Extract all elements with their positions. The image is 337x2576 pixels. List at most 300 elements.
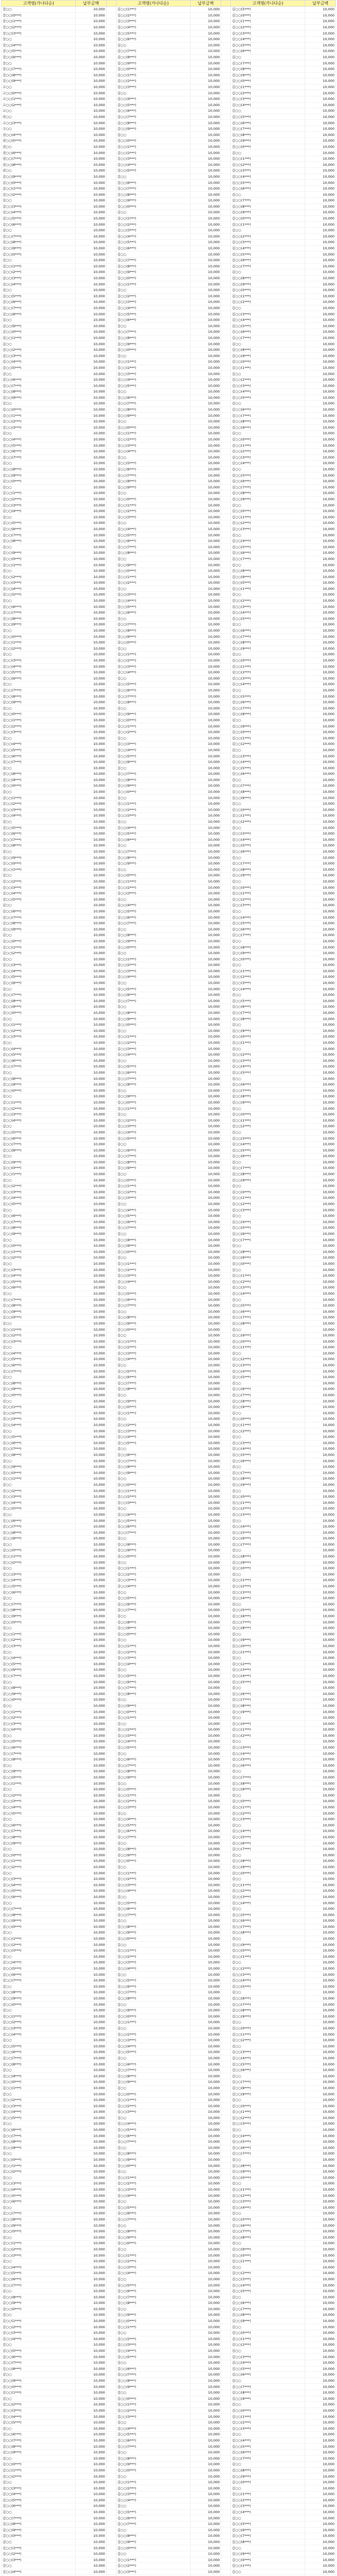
table-row bbox=[2, 1553, 336, 1560]
customer-name-cell: 김○○(8***) bbox=[231, 1398, 305, 1404]
table-row bbox=[2, 431, 336, 437]
customer-name-cell: 김○○(5***) bbox=[116, 753, 190, 759]
column-spacer bbox=[106, 281, 116, 287]
table-row bbox=[2, 1392, 336, 1398]
payment-amount-cell: 10,000 bbox=[305, 1679, 336, 1685]
table-row bbox=[2, 682, 336, 688]
table-row bbox=[2, 2414, 336, 2420]
table-row bbox=[2, 1643, 336, 1649]
payment-amount-cell: 10,000 bbox=[190, 711, 221, 718]
customer-name-cell: 김○○(4***) bbox=[116, 2270, 190, 2277]
table-row bbox=[2, 1810, 336, 1817]
column-spacer bbox=[221, 2151, 231, 2157]
payment-amount-cell: 10,000 bbox=[76, 431, 107, 437]
payment-amount-cell: 10,000 bbox=[305, 1106, 336, 1112]
table-row bbox=[2, 974, 336, 980]
customer-name-cell: 김○○(3***) bbox=[231, 1589, 305, 1596]
column-spacer bbox=[106, 2455, 116, 2462]
customer-name-cell: 김○○(6***) bbox=[231, 1918, 305, 1924]
payment-amount-cell: 10,000 bbox=[76, 60, 107, 66]
customer-name-cell: 김○○(4***) bbox=[116, 162, 190, 168]
table-row bbox=[2, 1947, 336, 1954]
payment-amount-cell: 10,000 bbox=[305, 628, 336, 634]
customer-name-cell: 김○○(5***) bbox=[231, 1452, 305, 1458]
customer-name-cell: 김○○(4***) bbox=[2, 890, 76, 896]
customer-name-cell: 김○○ bbox=[116, 1918, 190, 1924]
column-spacer bbox=[221, 138, 231, 144]
customer-name-cell: 김○○ bbox=[231, 1601, 305, 1607]
customer-name-cell: 김○○(4***) bbox=[231, 1673, 305, 1679]
table-row bbox=[2, 933, 336, 939]
payment-amount-cell: 10,000 bbox=[305, 1362, 336, 1368]
customer-name-cell: 김○○(2***) bbox=[2, 1028, 76, 1034]
payment-amount-cell: 10,000 bbox=[76, 765, 107, 771]
table-row bbox=[2, 2223, 336, 2229]
payment-amount-cell: 10,000 bbox=[76, 1954, 107, 1960]
payment-amount-cell: 10,000 bbox=[190, 269, 221, 276]
payment-amount-cell: 10,000 bbox=[305, 2205, 336, 2211]
column-spacer bbox=[221, 1781, 231, 1787]
table-row bbox=[2, 1518, 336, 1524]
customer-name-cell: 김○○(8***) bbox=[116, 2151, 190, 2157]
payment-amount-cell: 10,000 bbox=[190, 765, 221, 771]
payment-amount-cell: 10,000 bbox=[76, 2485, 107, 2492]
customer-name-cell: 김○○(5***) bbox=[116, 1673, 190, 1679]
customer-name-cell: 김○○ bbox=[2, 1261, 76, 1267]
payment-amount-cell: 10,000 bbox=[76, 2497, 107, 2503]
customer-name-cell: 김○○ bbox=[116, 1058, 190, 1064]
customer-name-cell: 김○○(7***) bbox=[2, 2282, 76, 2289]
customer-name-cell: 김○○(5***) bbox=[116, 604, 190, 610]
customer-name-cell: 김○○ bbox=[2, 986, 76, 992]
payment-amount-cell: 10,000 bbox=[76, 986, 107, 992]
customer-name-cell: 김○○(1***) bbox=[2, 2318, 76, 2324]
customer-name-cell: 김○○(1***) bbox=[231, 1500, 305, 1506]
payment-amount-cell: 10,000 bbox=[305, 783, 336, 789]
column-spacer bbox=[221, 150, 231, 156]
customer-name-cell: 강○○ bbox=[2, 36, 76, 42]
customer-name-cell: 김○○(5***) bbox=[231, 1756, 305, 1762]
column-spacer bbox=[106, 287, 116, 293]
column-spacer bbox=[221, 1416, 231, 1422]
payment-amount-cell: 10,000 bbox=[76, 1231, 107, 1237]
column-spacer bbox=[106, 108, 116, 114]
column-spacer bbox=[221, 2127, 231, 2133]
payment-amount-cell: 10,000 bbox=[76, 2408, 107, 2414]
payment-amount-cell: 10,000 bbox=[305, 526, 336, 532]
column-spacer bbox=[221, 2509, 231, 2515]
customer-name-cell: 김○○(3***) bbox=[116, 227, 190, 233]
column-spacer bbox=[221, 1476, 231, 1482]
customer-name-cell: 김○○(3***) bbox=[2, 1947, 76, 1954]
payment-amount-cell: 10,000 bbox=[305, 2462, 336, 2468]
payment-amount-cell: 10,000 bbox=[190, 1947, 221, 1954]
payment-amount-cell: 10,000 bbox=[190, 771, 221, 777]
payment-amount-cell: 10,000 bbox=[305, 1165, 336, 1172]
customer-name-cell: 김○○ bbox=[116, 735, 190, 741]
table-row bbox=[2, 1302, 336, 1309]
customer-name-cell: 김○○(5***) bbox=[231, 1530, 305, 1536]
column-spacer bbox=[106, 1834, 116, 1840]
payment-amount-cell: 10,000 bbox=[190, 102, 221, 108]
table-row bbox=[2, 1094, 336, 1100]
column-spacer bbox=[106, 418, 116, 425]
column-spacer bbox=[106, 1279, 116, 1285]
column-spacer bbox=[106, 2485, 116, 2492]
customer-name-cell: 김○○(5***) bbox=[2, 825, 76, 831]
payment-amount-cell: 10,000 bbox=[76, 2300, 107, 2307]
customer-name-cell: 김○○(4***) bbox=[116, 305, 190, 311]
column-spacer bbox=[106, 1679, 116, 1685]
payment-amount-cell: 10,000 bbox=[305, 2449, 336, 2455]
payment-amount-cell: 10,000 bbox=[305, 1733, 336, 1739]
column-spacer bbox=[106, 1159, 116, 1165]
payment-amount-cell: 10,000 bbox=[190, 120, 221, 126]
column-spacer bbox=[221, 431, 231, 437]
payment-amount-cell: 10,000 bbox=[76, 1930, 107, 1936]
payment-amount-cell: 10,000 bbox=[305, 1237, 336, 1243]
column-spacer bbox=[106, 275, 116, 281]
table-row bbox=[2, 598, 336, 604]
table-row bbox=[2, 233, 336, 240]
table-row bbox=[2, 2234, 336, 2241]
payment-amount-cell: 10,000 bbox=[76, 1046, 107, 1052]
customer-name-cell: 김○○(0***) bbox=[231, 2175, 305, 2181]
payment-amount-cell: 10,000 bbox=[76, 7, 107, 13]
column-spacer bbox=[221, 1697, 231, 1703]
column-spacer bbox=[106, 562, 116, 568]
payment-amount-cell: 10,000 bbox=[76, 192, 107, 198]
column-spacer bbox=[106, 1398, 116, 1404]
column-spacer bbox=[106, 1386, 116, 1393]
payment-amount-cell: 10,000 bbox=[76, 30, 107, 37]
customer-name-cell: 김○○ bbox=[116, 1536, 190, 1542]
customer-name-cell: 김○○(0***) bbox=[231, 1261, 305, 1267]
customer-name-cell: 김○○ bbox=[2, 1320, 76, 1327]
customer-name-cell: 김○○(6***) bbox=[2, 2276, 76, 2282]
payment-amount-cell: 10,000 bbox=[190, 448, 221, 454]
customer-name-cell: 김○○(8***) bbox=[2, 466, 76, 472]
table-row bbox=[2, 514, 336, 520]
column-spacer bbox=[106, 1302, 116, 1309]
payment-amount-cell: 10,000 bbox=[305, 1410, 336, 1416]
column-spacer bbox=[106, 1571, 116, 1578]
payment-amount-cell: 10,000 bbox=[76, 2151, 107, 2157]
customer-name-cell: 김○○ bbox=[116, 2025, 190, 2031]
payment-amount-cell: 10,000 bbox=[305, 359, 336, 365]
customer-name-cell: 김○○(8***) bbox=[2, 1147, 76, 1154]
customer-name-cell: 김○○(2***) bbox=[116, 1799, 190, 1805]
customer-name-cell: 김○○(7***) bbox=[231, 1088, 305, 1094]
customer-name-cell: 김○○(2***) bbox=[2, 1488, 76, 1494]
payment-amount-cell: 10,000 bbox=[190, 1679, 221, 1685]
customer-name-cell: 김○○(5***) bbox=[2, 2419, 76, 2426]
payment-amount-cell: 10,000 bbox=[76, 944, 107, 951]
customer-name-cell: 김○○(0***) bbox=[231, 508, 305, 514]
column-spacer bbox=[106, 1177, 116, 1183]
payment-amount-cell: 10,000 bbox=[190, 1673, 221, 1679]
payment-amount-cell: 10,000 bbox=[76, 2234, 107, 2241]
payment-amount-cell: 10,000 bbox=[305, 1792, 336, 1799]
table-row bbox=[2, 365, 336, 371]
customer-name-cell: 고○○ bbox=[2, 84, 76, 90]
payment-amount-cell: 10,000 bbox=[76, 1912, 107, 1918]
payment-amount-cell: 10,000 bbox=[76, 550, 107, 556]
table-row bbox=[2, 1900, 336, 1906]
customer-name-cell: 김○○(7***) bbox=[231, 413, 305, 419]
column-spacer bbox=[221, 1070, 231, 1076]
payment-amount-cell: 10,000 bbox=[305, 2492, 336, 2498]
payment-amount-cell: 10,000 bbox=[305, 66, 336, 72]
customer-name-cell: 김○○ bbox=[231, 2127, 305, 2133]
column-spacer bbox=[221, 30, 231, 37]
customer-name-cell: 김○○ bbox=[2, 2091, 76, 2097]
customer-name-cell: 김○○(6***) bbox=[116, 1374, 190, 1380]
customer-name-cell: 김○○ bbox=[116, 2473, 190, 2480]
column-spacer bbox=[106, 227, 116, 233]
customer-name-cell: 김○○(3***) bbox=[2, 2557, 76, 2563]
column-spacer bbox=[106, 2157, 116, 2163]
payment-amount-cell: 10,000 bbox=[76, 1906, 107, 1912]
customer-name-cell: 김○○(6***) bbox=[231, 1613, 305, 1619]
column-spacer bbox=[221, 2527, 231, 2533]
payment-amount-cell: 10,000 bbox=[76, 1876, 107, 1882]
payment-amount-cell: 10,000 bbox=[190, 1810, 221, 1817]
payment-amount-cell: 10,000 bbox=[305, 544, 336, 550]
customer-name-cell: 김○○(6***) bbox=[116, 2366, 190, 2372]
payment-amount-cell: 10,000 bbox=[76, 2091, 107, 2097]
customer-name-cell: 김○○(0***) bbox=[231, 2330, 305, 2336]
column-spacer bbox=[106, 215, 116, 222]
customer-name-cell: 김○○(2***) bbox=[2, 347, 76, 353]
table-row bbox=[2, 1291, 336, 1297]
customer-name-cell: 김○○(0***) bbox=[231, 2252, 305, 2259]
table-row bbox=[2, 30, 336, 37]
customer-name-cell: 김○○(3***) bbox=[231, 311, 305, 317]
column-spacer bbox=[106, 735, 116, 741]
column-spacer bbox=[221, 54, 231, 60]
payment-amount-cell: 10,000 bbox=[305, 1846, 336, 1852]
table-row bbox=[2, 1799, 336, 1805]
table-row bbox=[2, 1977, 336, 1984]
customer-name-cell: 김○○(8***) bbox=[116, 2533, 190, 2539]
payment-amount-cell: 10,000 bbox=[190, 1530, 221, 1536]
customer-name-cell: 김○○(1***) bbox=[231, 1727, 305, 1733]
payment-amount-cell: 10,000 bbox=[76, 359, 107, 365]
column-spacer bbox=[106, 843, 116, 849]
table-row bbox=[2, 2151, 336, 2157]
customer-name-cell: 김○○ bbox=[231, 2020, 305, 2026]
customer-name-cell: 김○○(4***) bbox=[231, 2055, 305, 2061]
table-row bbox=[2, 2198, 336, 2205]
column-spacer bbox=[106, 2551, 116, 2557]
payment-amount-cell: 10,000 bbox=[305, 759, 336, 765]
payment-amount-cell: 10,000 bbox=[305, 2419, 336, 2426]
payment-amount-cell: 10,000 bbox=[76, 1368, 107, 1375]
customer-name-cell: 김○○ bbox=[231, 801, 305, 807]
customer-name-cell: 김○○(3***) bbox=[116, 1500, 190, 1506]
customer-name-cell: 김○○(4***) bbox=[2, 1195, 76, 1201]
payment-amount-cell: 10,000 bbox=[305, 2515, 336, 2521]
table-row bbox=[2, 2389, 336, 2396]
payment-amount-cell: 10,000 bbox=[305, 2569, 336, 2575]
customer-name-cell: 김○○(8***) bbox=[116, 933, 190, 939]
table-row bbox=[2, 920, 336, 926]
column-spacer bbox=[106, 347, 116, 353]
payment-amount-cell: 10,000 bbox=[190, 2043, 221, 2049]
payment-amount-cell: 10,000 bbox=[190, 735, 221, 741]
payment-amount-cell: 10,000 bbox=[76, 353, 107, 359]
customer-name-cell: 김○○(4***) bbox=[116, 2193, 190, 2199]
payment-amount-cell: 10,000 bbox=[76, 448, 107, 454]
payment-amount-cell: 10,000 bbox=[190, 622, 221, 628]
table-row bbox=[2, 2043, 336, 2049]
table-row bbox=[2, 275, 336, 281]
customer-name-cell: 김○○ bbox=[116, 210, 190, 216]
column-spacer bbox=[106, 974, 116, 980]
payment-amount-cell: 10,000 bbox=[76, 1416, 107, 1422]
payment-amount-cell: 10,000 bbox=[76, 956, 107, 962]
customer-name-cell: 김○○(9***) bbox=[116, 2079, 190, 2086]
payment-amount-cell: 10,000 bbox=[190, 2085, 221, 2091]
payment-amount-cell: 10,000 bbox=[305, 896, 336, 903]
column-spacer bbox=[106, 1046, 116, 1052]
column-spacer bbox=[221, 1410, 231, 1416]
payment-amount-cell: 10,000 bbox=[305, 1470, 336, 1476]
table-row bbox=[2, 1010, 336, 1016]
table-row bbox=[2, 1960, 336, 1966]
customer-name-cell: 김○○(7***) bbox=[2, 837, 76, 843]
payment-amount-cell: 10,000 bbox=[76, 592, 107, 598]
payment-amount-cell: 10,000 bbox=[190, 1488, 221, 1494]
payment-amount-cell: 10,000 bbox=[76, 1201, 107, 1207]
customer-name-cell: 김○○(2***) bbox=[116, 1189, 190, 1195]
payment-amount-cell: 10,000 bbox=[305, 2163, 336, 2169]
table-row bbox=[2, 771, 336, 777]
column-spacer bbox=[106, 1960, 116, 1966]
column-spacer bbox=[221, 2462, 231, 2468]
customer-name-cell: 김○○(4***) bbox=[116, 2348, 190, 2354]
customer-name-cell: 김○○(6***) bbox=[116, 36, 190, 42]
customer-name-cell: 김○○(5***) bbox=[116, 986, 190, 992]
payment-amount-cell: 10,000 bbox=[76, 1440, 107, 1446]
payment-amount-cell: 10,000 bbox=[76, 484, 107, 490]
table-row bbox=[2, 1338, 336, 1345]
payment-amount-cell: 10,000 bbox=[305, 753, 336, 759]
payment-amount-cell: 10,000 bbox=[76, 1995, 107, 2002]
column-spacer bbox=[221, 1386, 231, 1393]
customer-name-cell: 김○○(4***) bbox=[2, 210, 76, 216]
customer-name-cell: 김○○ bbox=[2, 598, 76, 604]
payment-amount-cell: 10,000 bbox=[305, 150, 336, 156]
column-spacer bbox=[221, 1350, 231, 1357]
customer-name-cell: 김○○(8***) bbox=[231, 2085, 305, 2091]
payment-amount-cell: 10,000 bbox=[190, 7, 221, 13]
table-row bbox=[2, 849, 336, 855]
customer-name-cell: 김○○(4***) bbox=[116, 448, 190, 454]
customer-name-cell: 김○○(8***) bbox=[116, 1541, 190, 1548]
payment-amount-cell: 10,000 bbox=[305, 12, 336, 19]
customer-name-cell: 김○○ bbox=[116, 1476, 190, 1482]
customer-name-cell: 김○○(1***) bbox=[116, 652, 190, 658]
payment-amount-cell: 10,000 bbox=[76, 2569, 107, 2575]
table-row bbox=[2, 443, 336, 449]
column-spacer bbox=[106, 502, 116, 509]
table-row bbox=[2, 108, 336, 114]
table-row bbox=[2, 2168, 336, 2175]
payment-amount-cell: 10,000 bbox=[76, 1273, 107, 1279]
customer-name-cell: 김○○(4***) bbox=[116, 1965, 190, 1972]
customer-name-cell: 김○○(0***) bbox=[231, 12, 305, 19]
table-row bbox=[2, 90, 336, 96]
customer-name-cell: 김○○(4***) bbox=[231, 102, 305, 108]
customer-name-cell: 김○○ bbox=[116, 1416, 190, 1422]
payment-amount-cell: 10,000 bbox=[305, 2336, 336, 2342]
column-spacer bbox=[221, 2396, 231, 2402]
customer-name-cell: 김○○(2***) bbox=[116, 2408, 190, 2414]
payment-amount-cell: 10,000 bbox=[190, 2288, 221, 2294]
column-spacer bbox=[106, 2306, 116, 2312]
customer-name-cell: 김○○(5***) bbox=[231, 251, 305, 258]
payment-amount-cell: 10,000 bbox=[190, 1565, 221, 1571]
column-spacer bbox=[221, 2312, 231, 2318]
customer-name-cell: 김○○(9***) bbox=[231, 1942, 305, 1948]
customer-name-cell: 김○○(4***) bbox=[2, 281, 76, 287]
column-spacer bbox=[221, 1058, 231, 1064]
payment-amount-cell: 10,000 bbox=[305, 472, 336, 479]
payment-amount-cell: 10,000 bbox=[190, 807, 221, 813]
table-row bbox=[2, 908, 336, 914]
payment-amount-cell: 10,000 bbox=[76, 2318, 107, 2324]
payment-amount-cell: 10,000 bbox=[190, 2091, 221, 2097]
customer-name-cell: 김○○(8***) bbox=[231, 490, 305, 497]
payment-amount-cell: 10,000 bbox=[305, 1744, 336, 1751]
customer-name-cell: 김○○(8***) bbox=[231, 1703, 305, 1709]
payment-amount-cell: 10,000 bbox=[305, 2372, 336, 2378]
table-row bbox=[2, 1315, 336, 1321]
customer-name-cell: 김○○ bbox=[2, 1124, 76, 1130]
customer-name-cell: 김○○(9***) bbox=[116, 198, 190, 204]
payment-amount-cell: 10,000 bbox=[190, 1715, 221, 1721]
customer-name-cell: 김○○(1***) bbox=[116, 1106, 190, 1112]
column-spacer bbox=[221, 1094, 231, 1100]
payment-amount-cell: 10,000 bbox=[305, 2533, 336, 2539]
payment-amount-cell: 10,000 bbox=[190, 639, 221, 646]
customer-name-cell: 김○○(9***) bbox=[2, 1995, 76, 2002]
customer-name-cell: 김○○(8***) bbox=[2, 1452, 76, 1458]
table-row bbox=[2, 132, 336, 138]
payment-amount-cell: 10,000 bbox=[305, 652, 336, 658]
table-row bbox=[2, 568, 336, 574]
customer-name-cell: 김○○(3***) bbox=[116, 1733, 190, 1739]
table-row bbox=[2, 150, 336, 156]
table-row bbox=[2, 867, 336, 873]
column-spacer bbox=[221, 490, 231, 497]
customer-name-cell: 김○○(6***) bbox=[231, 771, 305, 777]
customer-name-cell: 김○○(8***) bbox=[116, 1159, 190, 1165]
customer-name-cell: 김○○(2***) bbox=[2, 646, 76, 652]
column-spacer bbox=[221, 1607, 231, 1614]
column-spacer bbox=[106, 1541, 116, 1548]
customer-name-cell: 김○○ bbox=[231, 401, 305, 407]
payment-amount-cell: 10,000 bbox=[305, 1912, 336, 1918]
customer-name-cell: 김○○ bbox=[2, 1786, 76, 1792]
column-spacer bbox=[106, 950, 116, 956]
column-spacer bbox=[106, 1816, 116, 1822]
payment-amount-cell: 10,000 bbox=[190, 2276, 221, 2282]
customer-name-cell: 김○○(6***) bbox=[2, 831, 76, 837]
column-spacer bbox=[221, 1870, 231, 1876]
